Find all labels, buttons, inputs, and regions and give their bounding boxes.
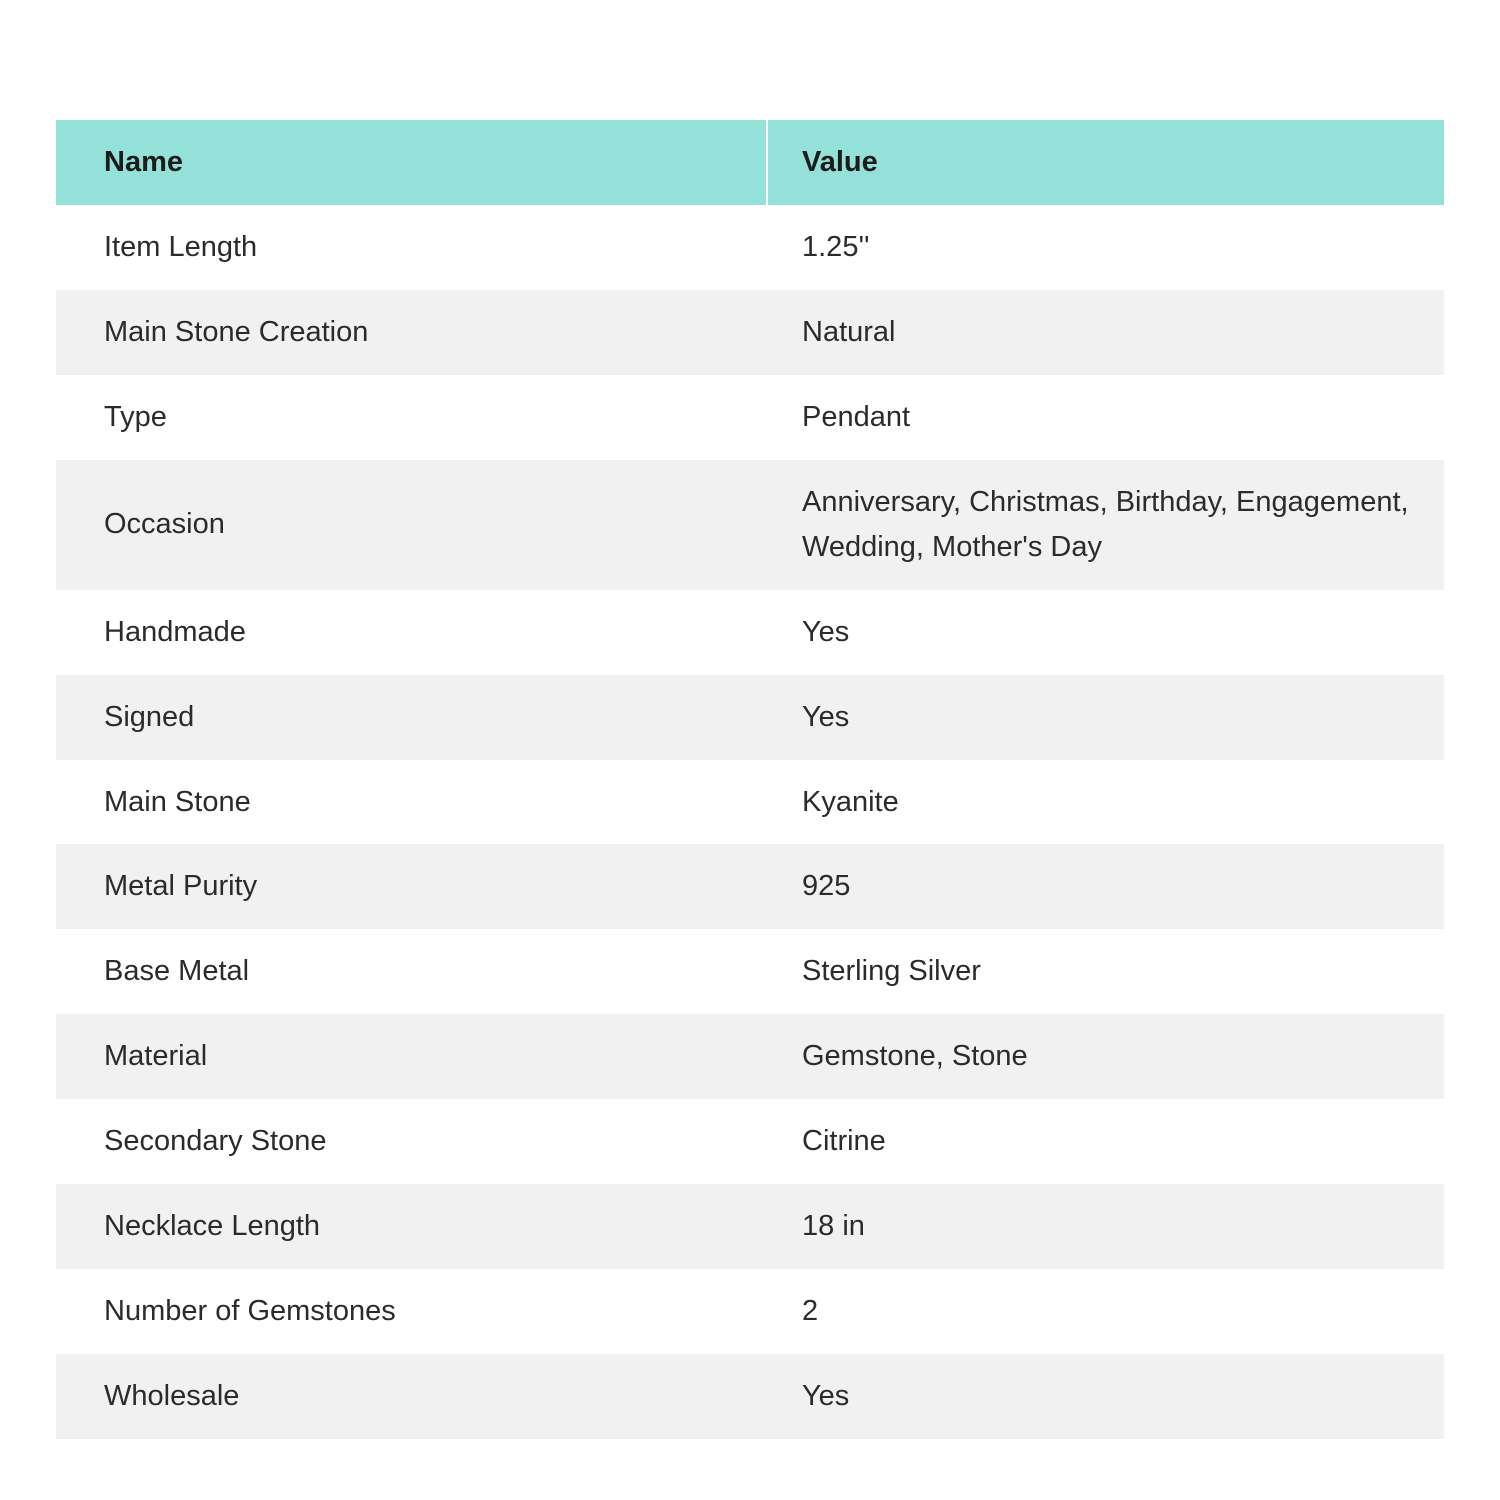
table-row <box>56 1269 1444 1354</box>
row-value-text: 1.25'' <box>802 230 870 263</box>
table-header-row <box>56 120 1444 205</box>
row-name-cell <box>56 205 768 290</box>
row-value-cell <box>768 844 1444 929</box>
row-value-cell <box>768 1184 1444 1269</box>
row-value-text: 925 <box>802 870 851 903</box>
table-row <box>56 844 1444 929</box>
row-name-text: Number of Gemstones <box>104 1295 396 1328</box>
row-name-cell <box>56 844 768 929</box>
row-name-cell <box>56 675 768 760</box>
row-value-text: Natural <box>802 315 896 348</box>
row-name-cell <box>56 1099 768 1184</box>
row-value-cell <box>768 1014 1444 1099</box>
row-name-text: Wholesale <box>104 1380 240 1413</box>
column-header-value <box>768 120 1444 205</box>
row-name-cell <box>56 760 768 845</box>
table-row <box>56 675 1444 760</box>
table-row <box>56 460 1444 590</box>
row-value-cell <box>768 1099 1444 1184</box>
table-body <box>56 205 1444 1439</box>
row-value-cell <box>768 1269 1444 1354</box>
row-name-text: Base Metal <box>104 955 250 988</box>
row-name-text: Material <box>104 1040 208 1073</box>
table-row <box>56 1014 1444 1099</box>
product-spec-table <box>56 120 1444 1439</box>
row-name-text: Metal Purity <box>104 870 258 903</box>
row-name-text: Necklace Length <box>104 1210 321 1243</box>
table-row <box>56 1184 1444 1269</box>
row-name-text: Type <box>104 400 167 433</box>
table-row <box>56 290 1444 375</box>
row-name-text: Main Stone <box>104 785 251 818</box>
row-value-text: 18 in <box>802 1210 865 1243</box>
row-name-cell <box>56 1184 768 1269</box>
row-name-cell <box>56 929 768 1014</box>
row-name-cell <box>56 590 768 675</box>
row-name-cell <box>56 1354 768 1439</box>
table-row <box>56 760 1444 845</box>
table-row <box>56 590 1444 675</box>
row-value-cell <box>768 929 1444 1014</box>
row-value-cell <box>768 760 1444 845</box>
row-name-cell <box>56 375 768 460</box>
row-value-cell <box>768 590 1444 675</box>
row-name-cell <box>56 460 768 590</box>
row-value-text: Sterling Silver <box>802 955 981 988</box>
row-name-cell <box>56 1269 768 1354</box>
row-value-cell <box>768 205 1444 290</box>
row-name-text: Handmade <box>104 615 246 648</box>
row-name-text: Main Stone Creation <box>104 315 369 348</box>
row-value-text: Citrine <box>802 1125 886 1158</box>
row-name-text: Occasion <box>104 508 225 541</box>
table-row <box>56 1354 1444 1439</box>
row-value-text: Yes <box>802 1380 850 1413</box>
row-value-text: Pendant <box>802 400 911 433</box>
row-value-text: 2 <box>802 1295 819 1328</box>
row-value-text: Gemstone, Stone <box>802 1040 1028 1073</box>
row-value-text: Anniversary, Christmas, Birthday, Engagement, Wedding, Mother's Day <box>802 485 1409 563</box>
row-value-text: Yes <box>802 615 850 648</box>
row-value-text: Yes <box>802 700 850 733</box>
row-value-cell <box>768 375 1444 460</box>
column-header-value-label: Value <box>802 146 878 178</box>
row-value-cell <box>768 460 1444 590</box>
table-row <box>56 205 1444 290</box>
row-name-text: Secondary Stone <box>104 1125 327 1158</box>
row-value-cell <box>768 290 1444 375</box>
row-name-cell <box>56 290 768 375</box>
column-header-name-label: Name <box>104 146 183 178</box>
table-row <box>56 375 1444 460</box>
row-value-cell <box>768 1354 1444 1439</box>
row-value-cell <box>768 675 1444 760</box>
row-name-text: Signed <box>104 700 195 733</box>
row-value-text: Kyanite <box>802 785 899 818</box>
column-header-name <box>56 120 768 205</box>
row-name-text: Item Length <box>104 230 258 263</box>
row-name-cell <box>56 1014 768 1099</box>
table-row <box>56 1099 1444 1184</box>
table-row <box>56 929 1444 1014</box>
